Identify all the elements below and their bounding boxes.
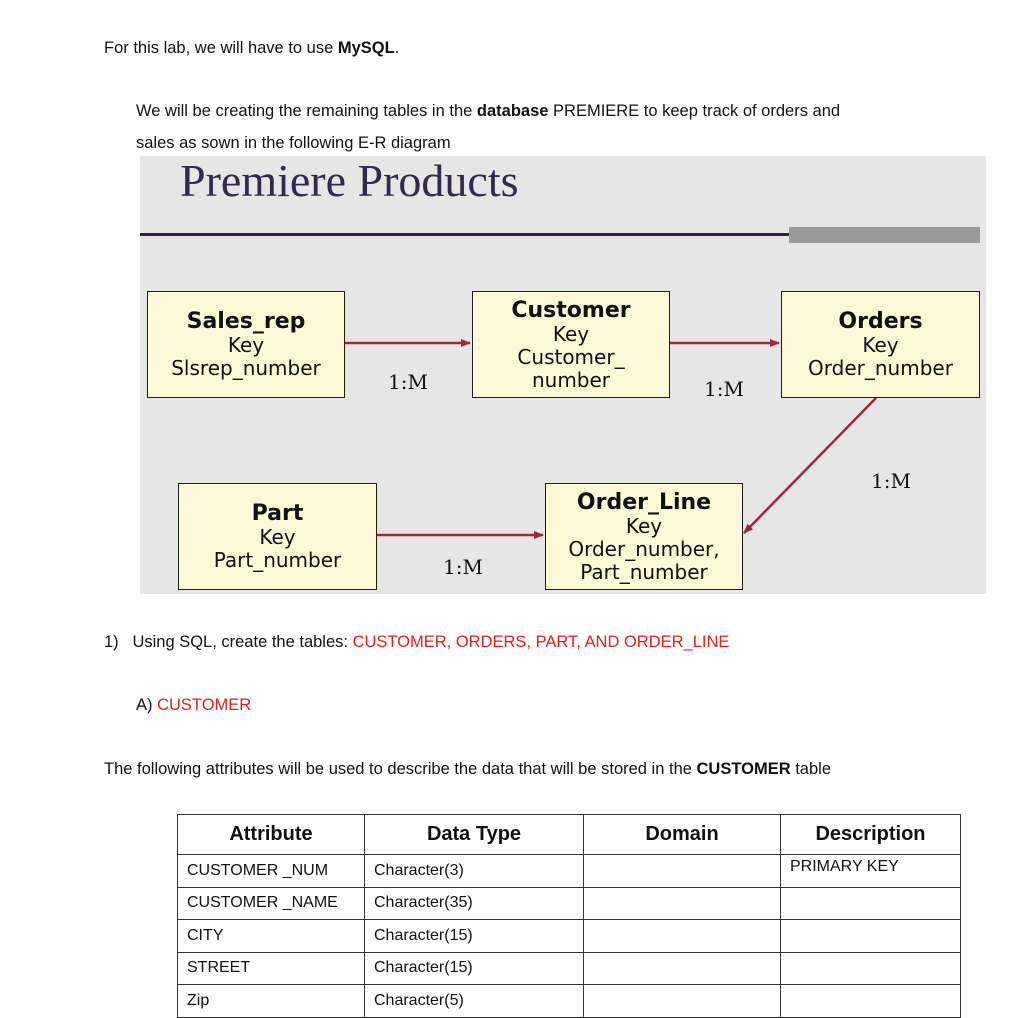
- domain-cell: [584, 952, 781, 985]
- entity-key-label: Key: [227, 333, 265, 357]
- subsection-heading: [136, 695, 251, 715]
- paragraph-part1: We will be creating the remaining tables in the: [136, 102, 477, 120]
- entity-name: Orders: [838, 309, 923, 334]
- arrow-orders-orderline: [744, 398, 876, 533]
- attribute-cell: Zip: [178, 985, 365, 1018]
- subsection-name: CUSTOMER: [157, 696, 252, 714]
- cardinality-part-orderline: 1:M: [443, 555, 483, 579]
- attribute-cell: CITY: [178, 920, 365, 953]
- entity-name: Part: [251, 501, 304, 526]
- intro-part2: .: [394, 39, 400, 57]
- entity-key-field: Order_number: [808, 356, 953, 380]
- customer-attributes-table: [177, 814, 961, 1018]
- task-text: Using SQL, create the tables:: [132, 633, 353, 651]
- entity-key-field: Part_number: [213, 548, 342, 572]
- attributes-intro-part1: The following attributes will be used to describe the data that will be stored in the: [104, 760, 697, 778]
- attribute-cell: CUSTOMER _NUM: [178, 855, 365, 888]
- table-header-row: [178, 815, 961, 855]
- domain-cell: [584, 985, 781, 1018]
- entity-sales-rep: [147, 291, 345, 398]
- cardinality-salesrep-customer: 1:M: [388, 370, 428, 394]
- paragraph-bold: database: [476, 102, 549, 120]
- cardinality-orders-orderline: 1:M: [871, 469, 911, 493]
- task-item: [104, 632, 729, 652]
- entity-key-field: number: [531, 367, 611, 392]
- task-number: 1): [104, 633, 119, 651]
- entity-key-field: Customer_: [517, 344, 625, 369]
- description-cell: [781, 887, 961, 920]
- subsection-label: A): [136, 696, 158, 714]
- data-type-cell: Character(3): [365, 855, 584, 888]
- column-header: Data Type: [365, 815, 584, 855]
- table-row: [178, 985, 961, 1018]
- task-table-list: CUSTOMER, ORDERS, PART, AND ORDER_LINE: [352, 633, 730, 651]
- table-row: [178, 920, 961, 953]
- data-type-cell: Character(5): [365, 985, 584, 1018]
- data-type-cell: Character(35): [365, 887, 584, 920]
- column-header: Domain: [584, 815, 781, 855]
- data-type-cell: Character(15): [365, 952, 584, 985]
- table-row: [178, 855, 961, 888]
- entity-part: [178, 483, 377, 590]
- attribute-cell: STREET: [178, 952, 365, 985]
- domain-cell: [584, 887, 781, 920]
- entity-key-field: Order_number,: [568, 536, 720, 561]
- entity-order-line: [545, 483, 743, 590]
- entity-key-label: Key: [552, 321, 590, 346]
- domain-cell: [584, 920, 781, 953]
- column-header: Attribute: [178, 815, 365, 855]
- description-cell: PRIMARY KEY: [781, 855, 961, 888]
- entity-key-label: Key: [862, 333, 899, 357]
- intro-part1: For this lab, we will have to use: [104, 39, 338, 57]
- paragraph-part2: PREMIERE to keep track of orders and: [548, 102, 841, 120]
- description-cell: [781, 985, 961, 1018]
- domain-cell: [584, 855, 781, 888]
- column-header: Description: [781, 815, 961, 855]
- data-type-cell: Character(15): [365, 920, 584, 953]
- entity-key-field: Slsrep_number: [171, 356, 321, 380]
- entity-name: Sales_rep: [186, 309, 306, 334]
- entity-key-field: Part_number: [580, 559, 708, 584]
- intro-bold: MySQL: [337, 39, 395, 57]
- description-cell: [781, 920, 961, 953]
- attributes-intro-bold: CUSTOMER: [696, 760, 791, 778]
- description-cell: [781, 952, 961, 985]
- er-diagram-title: Premiere Products: [180, 155, 519, 206]
- entity-customer: [472, 291, 670, 398]
- attributes-intro: [104, 759, 831, 779]
- attribute-cell: CUSTOMER _NAME: [178, 887, 365, 920]
- cardinality-customer-orders: 1:M: [704, 377, 744, 401]
- table-row: [178, 887, 961, 920]
- table-row: [178, 952, 961, 985]
- paragraph-line2: sales as sown in the following E-R diagram: [136, 134, 451, 152]
- entity-name: Order_Line: [576, 489, 712, 515]
- entity-key-label: Key: [625, 513, 663, 538]
- entity-key-label: Key: [259, 525, 296, 549]
- attributes-intro-part2: table: [790, 760, 832, 778]
- entity-name: Customer: [511, 297, 631, 323]
- entity-orders: [781, 291, 980, 398]
